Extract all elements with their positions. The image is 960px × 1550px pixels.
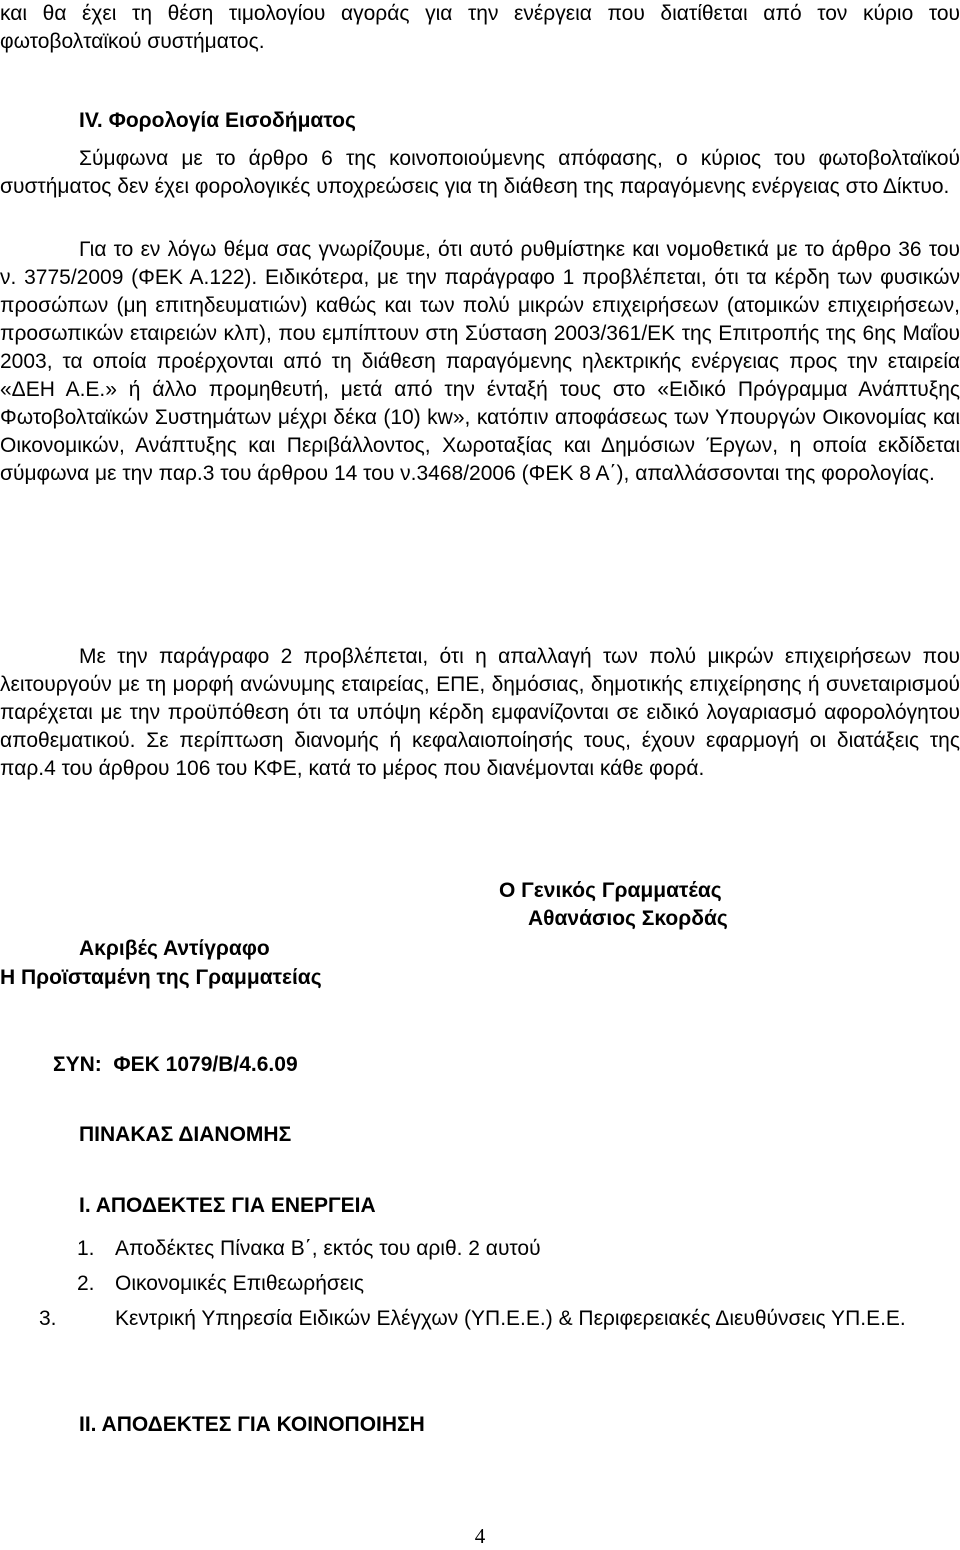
recipient-number: 3. [39,1307,57,1330]
section-heading: IV. Φορολογία Εισοδήματος [79,109,356,132]
intro-paragraph: και θα έχει τη θέση τιμολογίου αγοράς για την ενέργεια που διατίθεται από τον κύριο του φωτοβολταϊκού συστήματος. [0,2,960,53]
cc-heading: ΙΙ. ΑΠΟΔΕΚΤΕΣ ΓΙΑ ΚΟΙΝΟΠΟΙΗΣΗ [79,1413,425,1436]
recipients-heading: Ι. ΑΠΟΔΕΚΤΕΣ ΓΙΑ ΕΝΕΡΓΕΙΑ [79,1194,376,1217]
paragraph-1: Σύμφωνα με το άρθρο 6 της κοινοποιούμενης απόφασης, ο κύριος του φωτοβολταϊκού συστήματος δεν έχει φορολογικές υποχρεώσεις για τη διάθεση της παραγόμενης ενέργειας στο Δίκτυο. [0,147,960,198]
attachment-reference: ΣΥΝ: ΦΕΚ 1079/Β/4.6.09 [53,1053,298,1076]
recipient-number: 2. [77,1272,95,1295]
page-number: 4 [474,1524,486,1548]
recipient-item [77,1232,960,1265]
recipient-number: 1. [77,1237,95,1260]
recipient-item [77,1267,960,1300]
paragraph-3: Με την παράγραφο 2 προβλέπεται, ότι η απαλλαγή των πολύ μικρών επιχειρήσεων που λειτουργούν με τη μορφή ανώνυμης εταιρείας, ΕΠΕ, δημόσιας, δημοτικής επιχείρησης ή συνεταιρισμού παρέχεται με την προϋπόθεση ότι τα υπόψη κέρδη εμφανίζονται σε ειδικό λογαριασμό αφορολόγητου αποθεματικού. Σε περίπτωση διανομής ή κεφαλαιοποίησής τους, έχουν εφαρμογή οι διατάξεις της παρ.4 του άρθρου 106 του ΚΦΕ, κατά το μέρος που διανέμονται κάθε φορά. [0,645,960,780]
recipient-text: Οικονομικές Επιθεωρήσεις [115,1272,365,1295]
recipient-item [39,1302,960,1335]
paragraph-2: Για το εν λόγω θέμα σας γνωρίζουμε, ότι αυτό ρυθμίστηκε και νομοθετικά με το άρθρο 36 του ν. 3775/2009 (ΦΕΚ Α.122). Ειδικότερα, με την παράγραφο 1 προβλέπεται, ότι τα κέρδη των φυσικών προσώπων (μη επιτηδευματιών) καθώς και των πολύ μικρών επιχειρήσεων (ατομικών επιχειρήσεων, προσωπικών εταιρειών κλπ), που εμπίπτουν στη Σύσταση 2003/361/ΕΚ της Επιτροπής της 6ης Μαΐου 2003, τα οποία προέρχονται από τη διάθεση παραγόμενης ηλεκτρικής ενέργειας προς την εταιρεία «ΔΕΗ Α.Ε.» ή άλλο προμηθευτή, μετά από την ένταξή τους στο «Ειδικό Πρόγραμμα Ανάπτυξης Φωτοβολταϊκών Συστημάτων μέχρι δέκα (10) kw», κατόπιν αποφάσεως των Υπουργών Οικονομίας και Οικονομικών, Ανάπτυξης και Περιβάλλοντος, Χωροταξίας και Δημόσιων Έργων, η οποία εκδίδεται σύμφωνα με την παρ.3 του άρθρου 14 του ν.3468/2006 (ΦΕΚ 8 Α΄), απαλλάσσονται της φορολογίας. [0,238,960,485]
certified-copy-label: Ακριβές Αντίγραφο [79,937,270,960]
signature-title: Ο Γενικός Γραμματέας [499,879,722,902]
distribution-heading: ΠΙΝΑΚΑΣ ΔΙΑΝΟΜΗΣ [79,1123,292,1146]
signature-name: Αθανάσιος Σκορδάς [528,907,728,930]
recipient-text: Κεντρική Υπηρεσία Ειδικών Ελέγχων (ΥΠ.Ε.Ε.) & Περιφερειακές Διευθύνσεις ΥΠ.Ε.Ε. [115,1307,906,1330]
head-of-secretariat-label: Η Προϊσταμένη της Γραμματείας [0,966,322,989]
recipient-text: Αποδέκτες Πίνακα Β΄, εκτός του αριθ. 2 αυτού [115,1237,541,1260]
